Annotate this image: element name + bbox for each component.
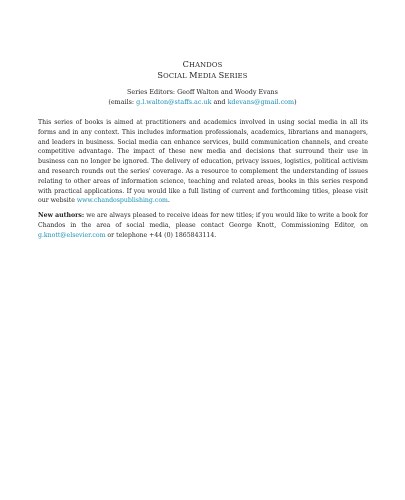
- new-authors-phone: or telephone +44 (0) 1865843114.: [105, 231, 217, 239]
- series-heading: [0, 59, 405, 81]
- intro-end: .: [167, 197, 170, 205]
- series-editors: [0, 87, 405, 107]
- emails-and: and: [211, 98, 228, 106]
- email-link-evans[interactable]: kdevans@gmail.com: [227, 98, 295, 106]
- email-link-knott[interactable]: g.knott@elsevier.com: [38, 231, 106, 239]
- emails-suffix: ): [294, 98, 297, 106]
- series-name: [0, 70, 405, 81]
- editors-emails: [0, 97, 405, 107]
- new-authors-text: we are always pleased to receive ideas for new titles; if you would like to write a book for Chandos in the area of social media, please contact George Knott, Commissioning Editor, on: [38, 212, 368, 229]
- body-text: [38, 118, 368, 246]
- new-authors-paragraph: [38, 211, 368, 240]
- new-authors-label: New authors:: [38, 212, 85, 220]
- series-name-text: SOCIAL MEDIA SERIES: [157, 70, 248, 80]
- publisher-name-text: CHANDOS: [182, 59, 223, 69]
- intro-text: This series of books is aimed at practitioners and academics involved in using social media in all its forms and in any context. This includes information professionals, academics, librarians and managers, and leaders in business. Social media can enhance services, build communication channels, and create competitive advantage. The impact of these new media and decisions that surround their use in business can no longer be ignored. The delivery of education, privacy issues, logistics, political activism and research rounds out the series' coverage. As a resource to complement the understanding of issues relating to other areas of information science, teaching and related areas, books in this series respond with practical applications. If you would like a full listing of current and forthcoming titles, please visit our website: [38, 119, 368, 205]
- email-link-walton[interactable]: g.l.walton@staffs.ac.uk: [136, 98, 212, 106]
- website-link[interactable]: www.chandospublishing.com: [76, 197, 168, 205]
- publisher-name: [0, 59, 405, 70]
- intro-paragraph: [38, 118, 368, 206]
- editors-line: Series Editors: Geoff Walton and Woody Evans: [127, 88, 278, 96]
- emails-prefix: (emails:: [108, 98, 137, 106]
